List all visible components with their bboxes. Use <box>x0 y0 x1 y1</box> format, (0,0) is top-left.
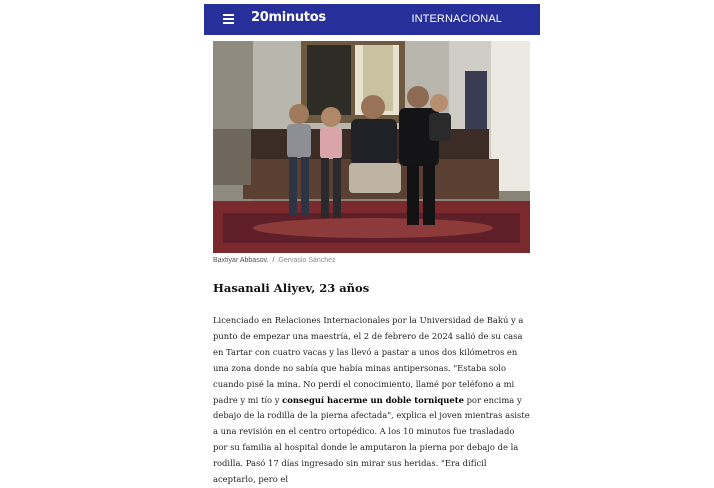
family-photo-illustration <box>213 41 530 253</box>
article-photo <box>213 41 530 253</box>
caption-separator: / <box>272 257 275 264</box>
menu-icon[interactable] <box>223 14 234 24</box>
photo-caption <box>213 256 336 265</box>
paragraph-text-end: por encima y debajo de la rodilla de la pierna afectada", explica el joven mientras asiste a una revisión en el centro ortopédico. A los 10 minutos fue trasladado por su familia al hospital donde le amputaron la pierna por debajo de la rodilla. Pasó 17 días ingresado sin mirar sus heridas. "Era difícil aceptarlo, pero el <box>213 394 530 485</box>
paragraph-text-start: Licenciado en Relaciones Internacionales por la Universidad de Bakú y a punto de empezar una maestría, el 2 de febrero de 2024 salió de su casa en Tartar con cuatro vacas y las llevó a pastar a unos dos kilómetros en una zona donde no sabía que había minas antipersonas. "Estaba solo cuando pisé la mina. No perdí el conocimiento, llamé por teléfono a mi padre y mi tío y <box>213 315 524 405</box>
caption-author: Baxtiyar Abbasov. <box>213 257 269 264</box>
paragraph-bold-text: conseguí hacerme un doble torniquete <box>282 394 464 405</box>
section-heading: Hasanali Aliyev, 23 años <box>213 281 370 295</box>
site-logo[interactable]: 20minutos <box>251 10 326 25</box>
section-label[interactable]: INTERNACIONAL <box>411 13 502 25</box>
site-header <box>204 4 540 35</box>
photo-credit: Gervasio Sánchez <box>278 257 336 264</box>
article-paragraph <box>213 313 531 488</box>
